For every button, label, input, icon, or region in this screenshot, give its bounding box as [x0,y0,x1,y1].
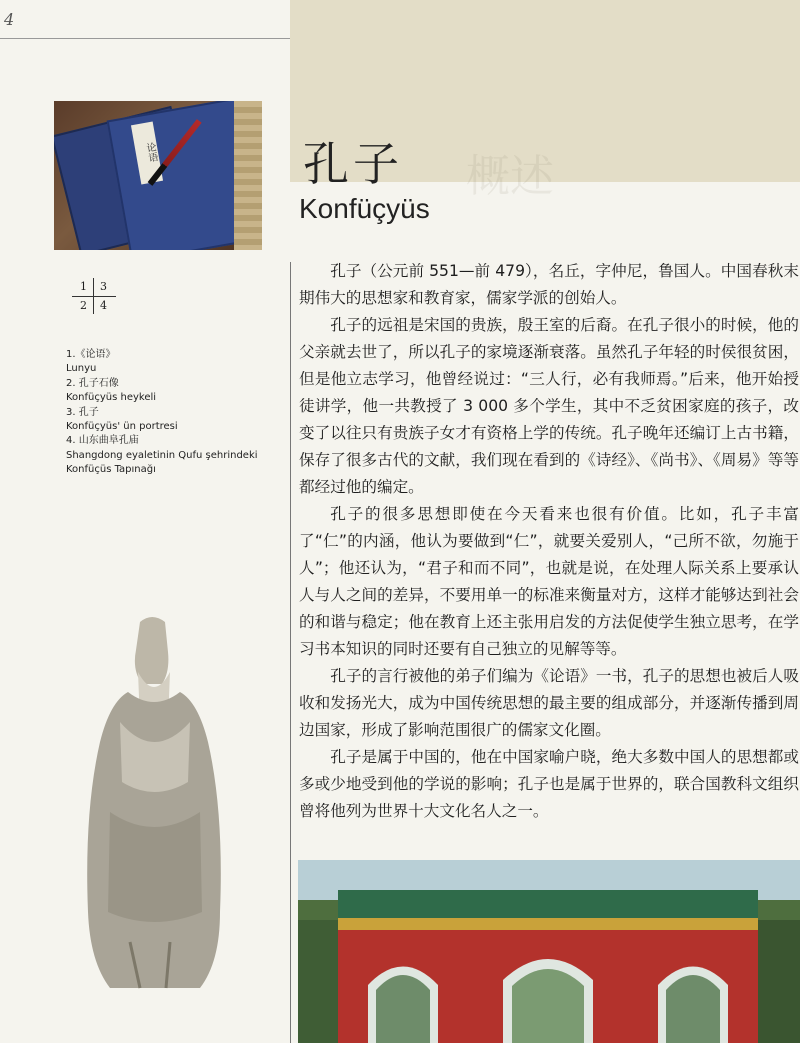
key-1: 1 [80,280,87,293]
key-grid-hline [72,296,116,297]
caption-line: Konfüçyüs' ün portresi [66,421,178,433]
key-3: 3 [100,280,107,293]
article-title-chinese: 孔子 [303,137,403,191]
caption-line: 4. 山东曲阜孔庙 [66,435,139,447]
key-4: 4 [100,299,107,312]
lunyu-book-photo [54,101,262,250]
caption-line: Konfüçüs Tapınağı [66,464,156,476]
photo-key-grid [72,278,116,314]
column-rule [290,262,291,1043]
confucius-statue-photo [70,612,240,998]
paragraph: 孔子的言行被他的弟子们编为《论语》一书，孔子的思想也被后人吸收和发扬光大，成为中国传统思想的最主要的组成部分，并逐渐传播到周边国家，形成了影响范围很广的儒家文化圈。 [299,667,799,739]
caption-line: 3. 孔子 [66,406,99,418]
caption-line: 2. 孔子石像 [66,377,119,389]
caption-line: Konfüçyüs heykeli [66,392,157,404]
paragraph: 孔子的远祖是宋国的贵族，殷王室的后裔。在孔子很小的时候，他的父亲就去世了，所以孔子的家境逐渐衰落。虽然孔子年轻的时侯很贫困，但是他立志学习，他曾经说过：“三人行，必有我师焉。”后来，他开始授徒讲学，他一共教授了 3 000 多个学生，其中不乏贫困家庭的孩子，改变了以往只有贵族子女才有资格上学的传统。孔子晚年还编订上古书籍，保存了很多古代的文献，我们现在看到的《诗经》、《尚书》、《周易》等等都经过他的编定。 [299,316,799,496]
key-2: 2 [80,299,87,312]
article-title-turkish: Konfüçyüs [299,193,430,224]
caption-line: Shangdong eyaletinin Qufu şehrindeki [66,449,258,461]
cloth-wrap [234,101,262,250]
page-number: 4 [4,10,15,29]
paragraph: 孔子（公元前 551—前 479），名丘，字仲尼，鲁国人。中国春秋末期伟大的思想家和教育家，儒家学派的创始人。 [299,262,799,307]
qufu-temple-gate-photo [298,860,800,1043]
paragraph: 孔子是属于中国的，他在中国家喻户晓，绝大多数中国人的思想都或多或少地受到他的学说的影响；孔子也是属于世界的，联合国教科文组织曾将他列为世界十大文化名人之一。 [299,748,799,820]
paragraph: 孔子的很多思想即使在今天看来也很有价值。比如，孔子丰富了“仁”的内涵，他认为要做到“仁”，就要关爱别人，“己所不欲，勿施于人”；他还认为，“君子和而不同”，也就是说，在处理人际关系上要承认人与人之间的差异，不要用单一的标准来衡量对方，这样才能够达到社会的和谐与稳定；他在教育上还主张用启发的方法促使学生独立思考，在学习书本知识的同时还要有自己独立的见解等等。 [299,505,799,658]
caption-line: 1.《论语》 [66,349,116,360]
article-body [299,258,799,825]
book-title-label: 论语 [131,122,163,185]
ghost-watermark: 概述 [466,151,554,202]
caption-line: Lunyu [66,363,97,375]
header-rule [0,38,290,39]
caption-list [66,348,286,478]
